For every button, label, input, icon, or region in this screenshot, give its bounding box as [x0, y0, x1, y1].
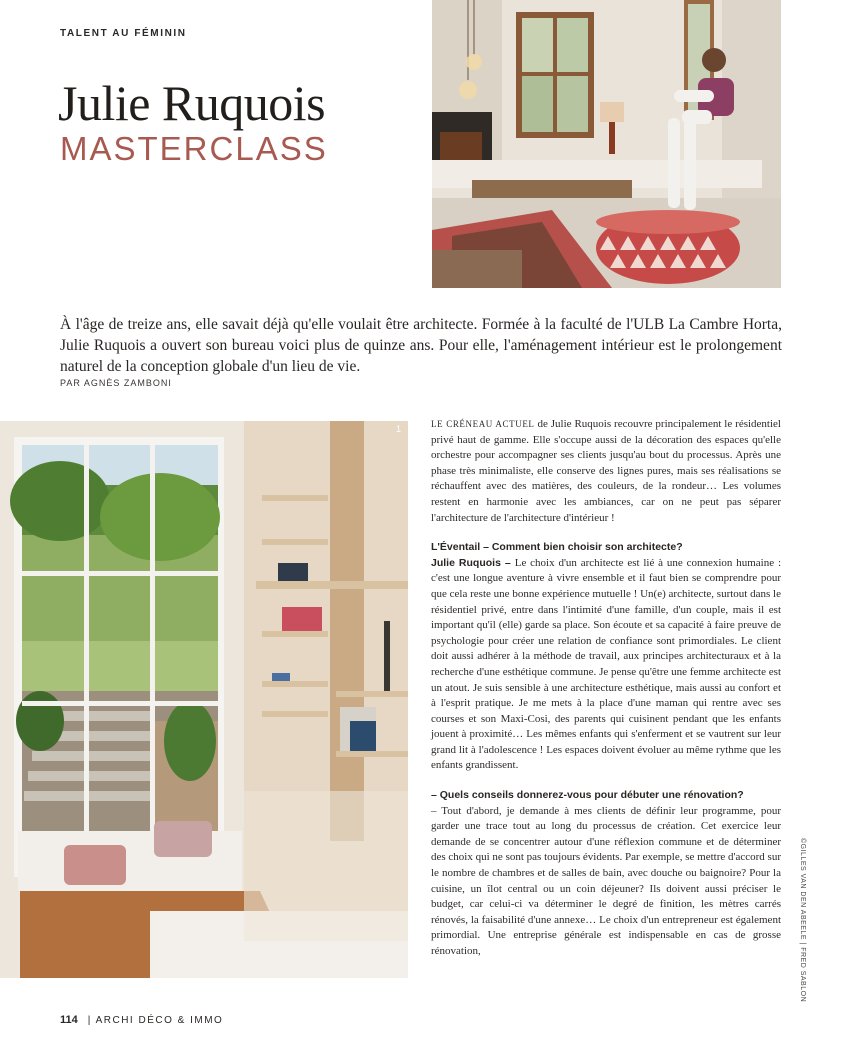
- lede-caps: LE CRÉNEAU ACTUEL: [431, 419, 535, 429]
- living-room-image: [432, 0, 781, 288]
- article-lede: [431, 417, 781, 526]
- answer-speaker: Julie Ruquois –: [431, 556, 515, 569]
- lede-text: de Julie Ruquois recouvre principalement le résidentiel privé haut de gamme. Elle s'occupe aussi de la décoration des espaces qu'elle orchestre pour accompagner ses clients jusqu'au bout du processus. Après une phase très minimaliste, elle conserve des lignes pures, mais ses réalisations se réchauffent avec des matières, des couleurs, de la rondeur… Les volumes restent en harmonie avec les ambiances, car on ne peut pas séparer l'architecture de l'architecture d'intérieur !: [431, 418, 781, 524]
- portrait-photo: [432, 0, 781, 288]
- photo-number: 1: [396, 424, 402, 434]
- article-body: [431, 417, 781, 960]
- magazine-name: ARCHI DÉCO & IMMO: [95, 1015, 224, 1026]
- page-number: 114: [60, 1014, 78, 1026]
- byline: PAR AGNÈS ZAMBONI: [60, 378, 172, 388]
- answer-1: [431, 556, 781, 774]
- article-title: Julie Ruquois: [58, 75, 326, 131]
- answer-1-text: Le choix d'un architecte est lié à une connexion humaine : c'est une longue aventure à vivre ensemble et il faut bien se comprendre pour que cela reste une bonne expérience mutuelle ! Un(e) architecte, surtout dans le résidentiel privé, entre dans l'intimité d'une famille, d'un couple, mais il est important qu'il (elle) garde sa place. Son écoute et sa capacité à faire preuve de psychologie pour créer une relation de confiance sont primordiales. Le client doit aussi adhérer à la méthode de travail, aux principes architecturaux et à la recherche d'une esthétique commune. Je pense qu'être une femme architecte est un atout. Je suis sensible à une architecture esthétique, mais aussi au confort et à l'esprit pratique. Je me mets à la place d'une maman qui rentre avec ses courses et son Maxi-Cosi, des parents qui cuisinent pendant que les enfants jouent à proximité… Les mêmes enfants qui s'enferment et se vautrent sur leur grand lit à l'adolescence ! Les espaces doivent évoluer au même rythme que les enfants grandissent.: [431, 556, 782, 772]
- window-shelves-image: [0, 421, 408, 978]
- article-intro: À l'âge de treize ans, elle savait déjà qu'elle voulait être architecte. Formée à la faculté de l'ULB La Cambre Horta, Julie Ruquois a ouvert son bureau voici plus de quinze ans. Pour elle, l'aménagement intérieur est le prolongement naturel de la conception globale d'un lieu de vie.: [60, 316, 782, 375]
- photo-credit: ©GILLES VAN DEN ABEELE | FRED SABLON: [799, 838, 806, 1003]
- question-1: L'Éventail – Comment bien choisir son architecte?: [431, 541, 683, 554]
- answer-2: – Tout d'abord, je demande à mes clients de définir leur programme, pour garder une trace tout au long du processus de création. Cet exercice leur demande de se concentrer autour d'une réflexion commune et de déterminer des choix qui ne sont pas toujours évidents. Par exemple, se mettre d'accord sur le nombre de chambres et de salles de bain, avec douche ou baignoire? Pour la cuisine, un îlot central ou un coin déjeuner? Ils doivent aussi préciser le budget, car celui-ci va déterminer le degré de finition, les mètres carrés rénovés, la faisabilité d'une annexe… Le choix d'un entrepreneur est également primordial. Une entreprise générale est indispensable en cas de grosse rénovation,: [431, 804, 781, 957]
- staircase-window-photo: [0, 421, 408, 978]
- footer-separator: |: [87, 1015, 92, 1026]
- question-2: – Quels conseils donnerez-vous pour débuter une rénovation?: [431, 789, 744, 802]
- article-subtitle: MASTERCLASS: [60, 130, 328, 167]
- section-kicker: TALENT AU FÉMININ: [60, 28, 187, 39]
- page-footer: [60, 1014, 223, 1026]
